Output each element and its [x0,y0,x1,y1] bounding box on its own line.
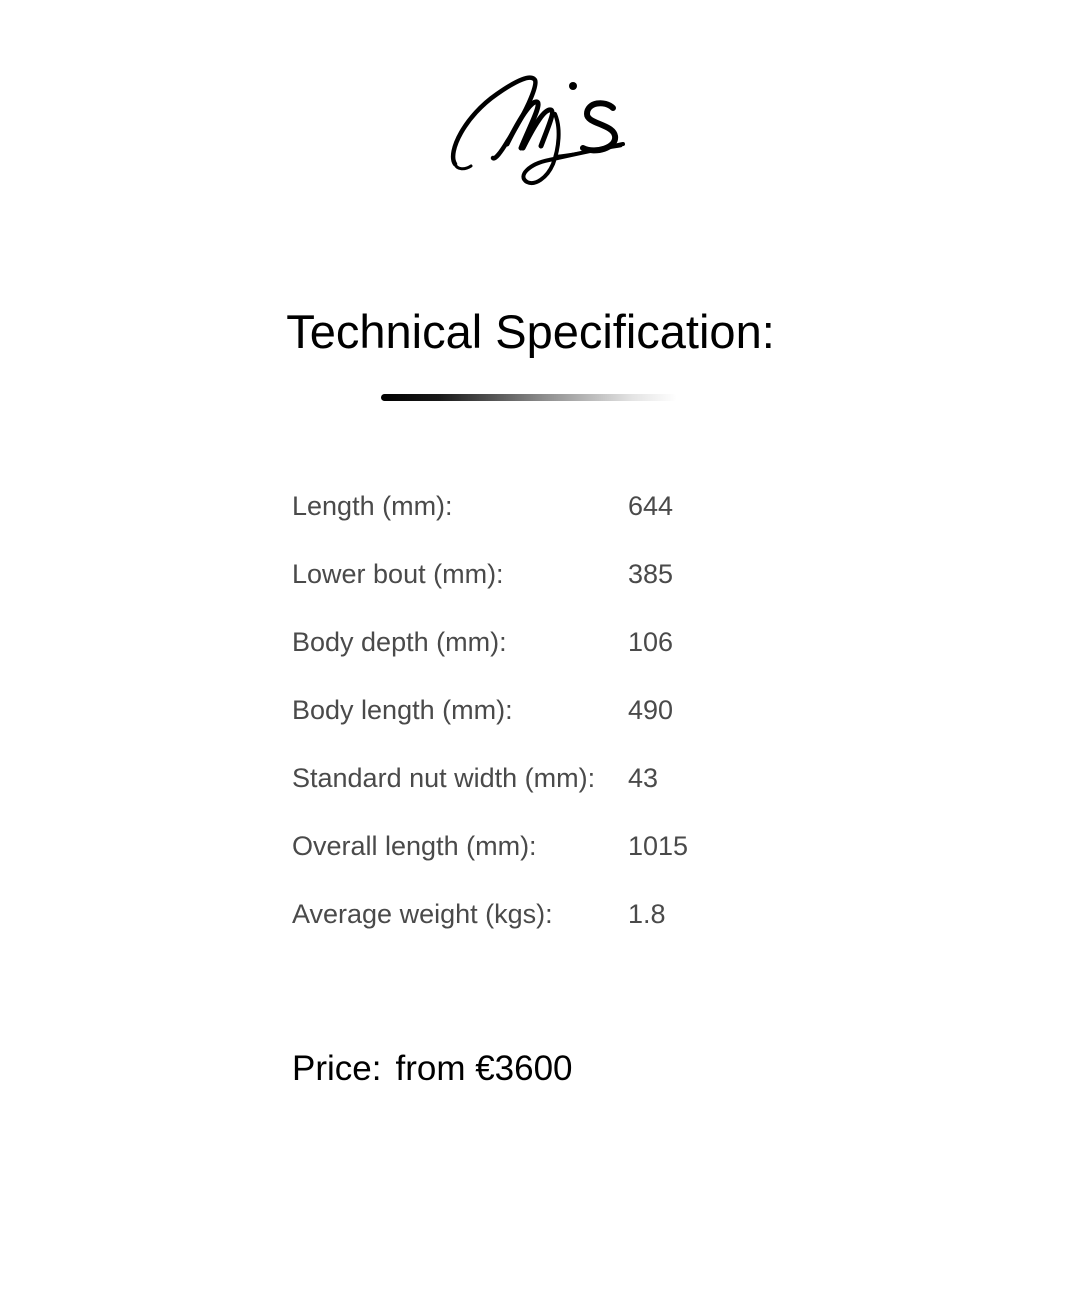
spec-row [292,472,748,540]
spec-label: Length (mm): [292,490,453,521]
spec-value: 490 [628,694,674,725]
spec-row [292,812,748,880]
spec-row [292,880,748,948]
spec-label: Standard nut width (mm): [292,762,596,793]
spec-label: Body length (mm): [292,694,513,725]
price [292,1045,573,1093]
spec-label: Overall length (mm): [292,830,537,861]
spec-row [292,608,748,676]
spec-label: Body depth (mm): [292,626,507,657]
spec-value: 385 [628,558,674,589]
j-dot-icon [569,82,577,90]
spec-row [292,540,748,608]
spec-table [292,472,748,948]
spec-value: 1015 [628,830,689,861]
spec-value: 106 [628,626,674,657]
spec-value: 1.8 [628,898,666,929]
price-value: from €3600 [395,1049,573,1088]
spec-row [292,744,748,812]
mjs-signature-icon [445,64,635,192]
spec-value: 644 [628,490,674,521]
brand-logo [445,64,635,192]
price-label: Price: [292,1049,382,1088]
title-divider [381,394,677,401]
spec-label: Average weight (kgs): [292,898,553,929]
page-title: Technical Specification: [286,305,775,358]
spec-row [292,676,748,744]
spec-label: Lower bout (mm): [292,558,504,589]
spec-value: 43 [628,762,659,793]
